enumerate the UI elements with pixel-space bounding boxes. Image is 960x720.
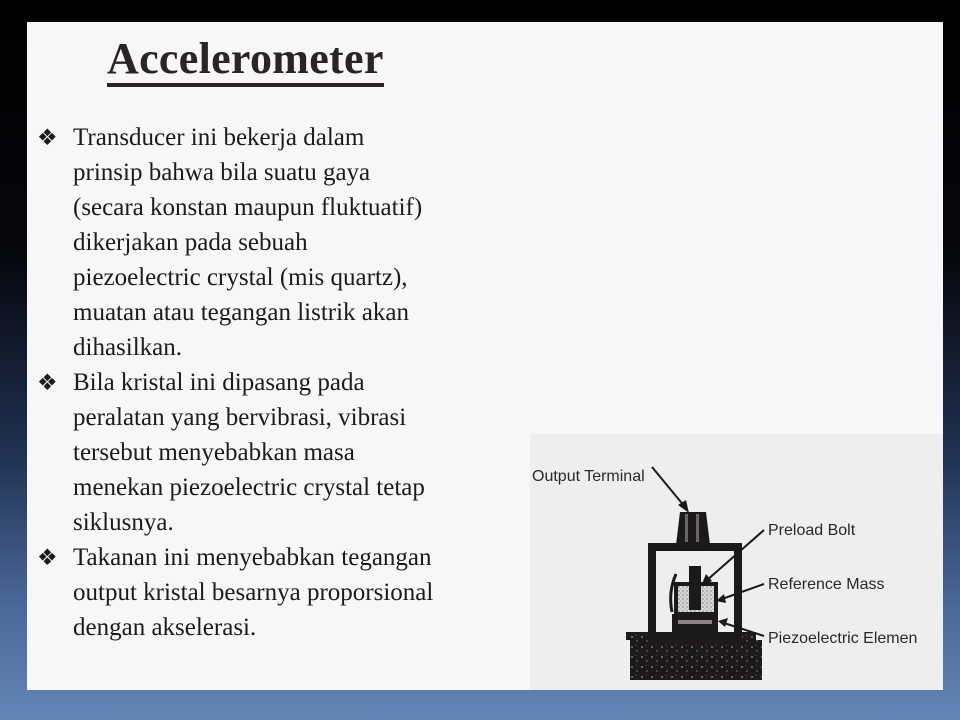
bullet-line: piezoelectric crystal (mis quartz), — [73, 264, 408, 291]
label-preload-bolt: Preload Bolt — [768, 522, 856, 539]
bullet-line: peralatan yang bervibrasi, vibrasi — [73, 404, 407, 431]
bullet-line: Takanan ini menyebabkan tegangan — [73, 544, 432, 571]
diamond-bullet-icon: ❖ — [37, 370, 58, 395]
accelerometer-diagram-svg — [530, 434, 943, 690]
bullet-item — [37, 120, 537, 365]
accelerometer-diagram — [530, 434, 943, 690]
bullet-line: tersebut menyebabkan masa — [73, 439, 355, 466]
preload-bolt — [689, 566, 701, 610]
bullet-line: menekan piezoelectric crystal tetap — [73, 474, 425, 501]
bullet-line: (secara konstan maupun fluktuatif) — [73, 194, 423, 221]
label-output-terminal: Output Terminal — [532, 468, 645, 485]
bullet-line: output kristal besarnya proporsional — [73, 579, 434, 606]
bullet-line: Transducer ini bekerja dalam — [73, 124, 365, 151]
slide — [27, 22, 943, 690]
label-reference-mass: Reference Mass — [768, 576, 885, 593]
label-piezoelectric-element: Piezoelectric Elemen — [768, 630, 918, 647]
diamond-bullet-icon: ❖ — [37, 125, 58, 150]
diamond-bullet-icon: ❖ — [37, 545, 58, 570]
bullet-line: dengan akselerasi. — [73, 614, 257, 641]
bullet-line: siklusnya. — [73, 509, 174, 536]
bullet-line: dikerjakan pada sebuah — [73, 229, 308, 256]
bullet-line: prinsip bahwa bila suatu gaya — [73, 159, 371, 186]
bullet-line: muatan atau tegangan listrik akan — [73, 299, 409, 326]
slide-title: Accelerometer — [107, 36, 384, 87]
bullet-line: dihasilkan. — [73, 334, 183, 361]
bullet-item — [37, 540, 537, 645]
output-terminal-connector — [676, 512, 710, 545]
bullet-item — [37, 365, 537, 540]
bullet-line: Bila kristal ini dipasang pada — [73, 369, 365, 396]
bullet-list — [37, 120, 537, 645]
